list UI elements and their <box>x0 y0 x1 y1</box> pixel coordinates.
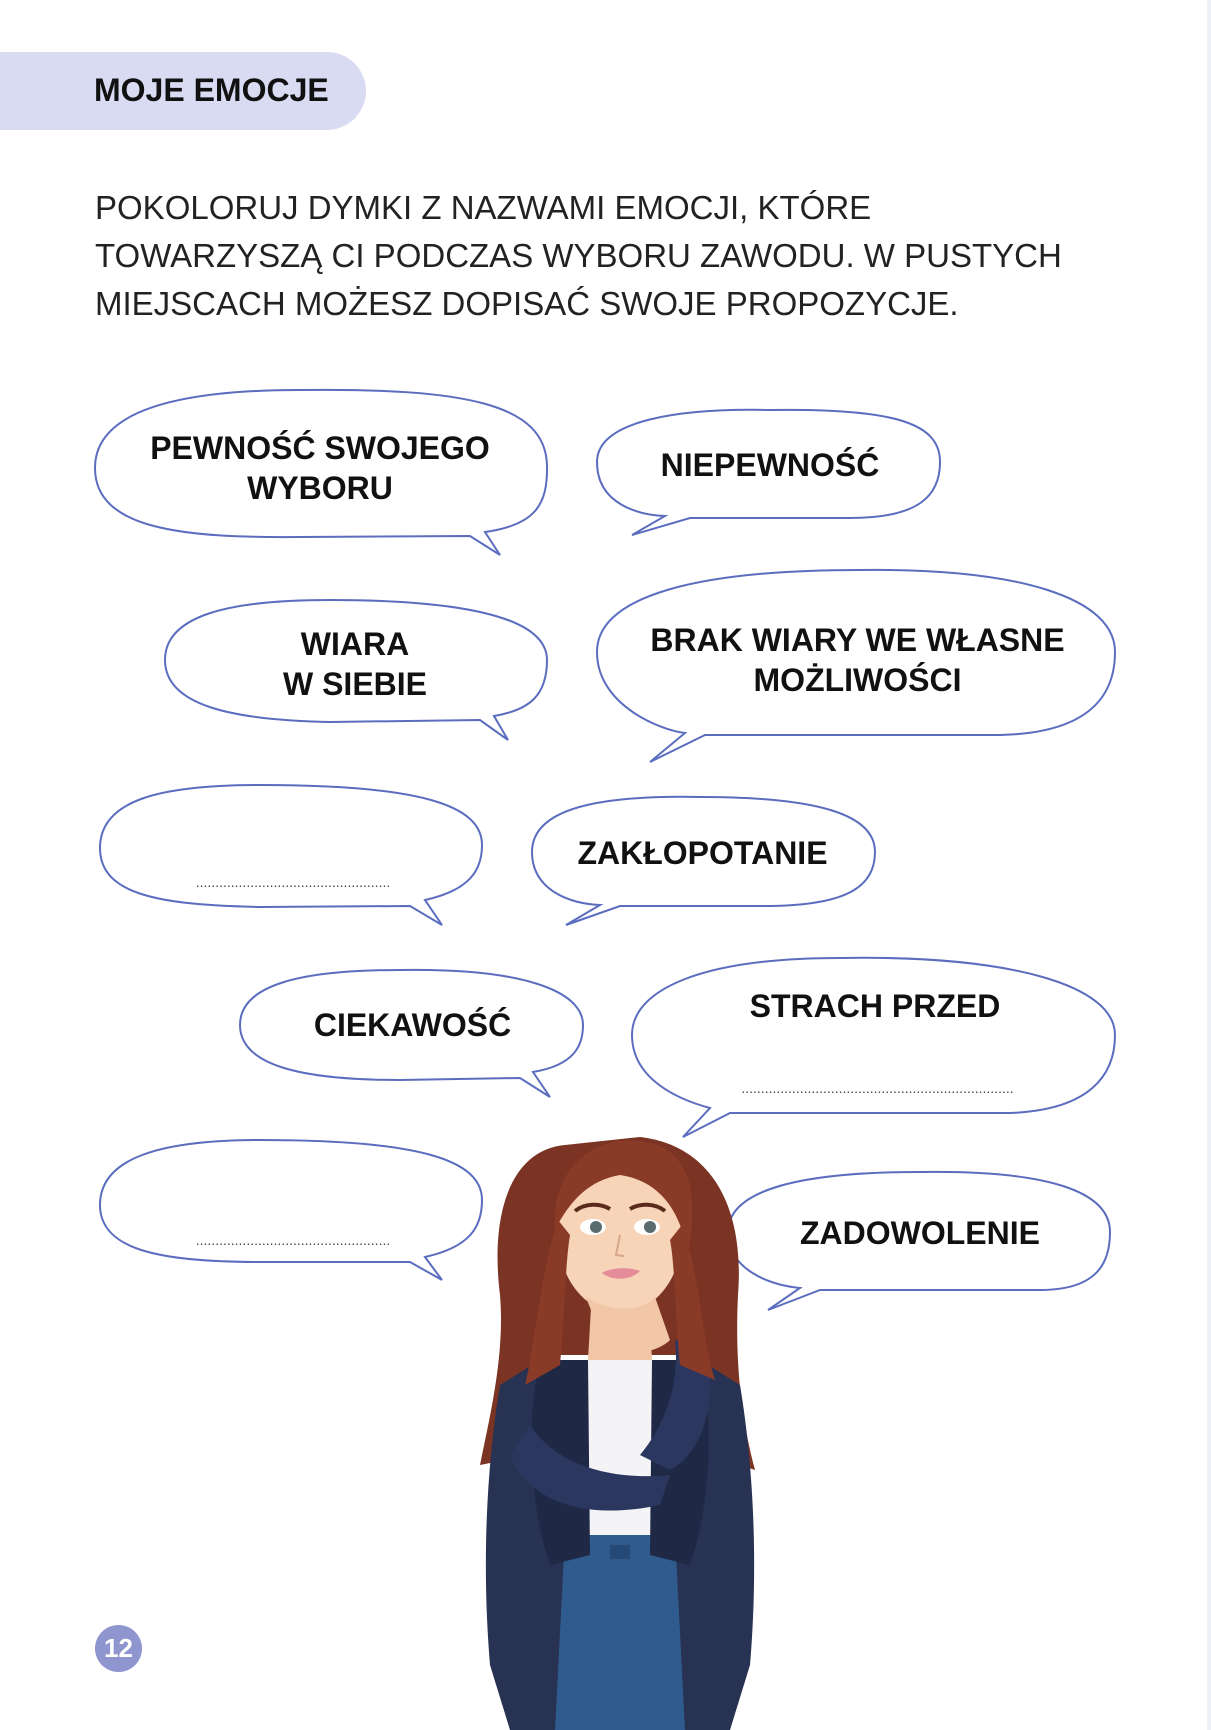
bubble-wiara-line-1: WIARA <box>300 626 410 662</box>
belt-loop <box>610 1545 630 1559</box>
page-title: MOJE EMOCJE <box>94 72 329 108</box>
bubble-pewnosc-line-2: WYBORU <box>247 470 393 506</box>
bubble-strach-fill-line[interactable]: ...................................................................... <box>741 1080 1014 1096</box>
instructions-line-2: TOWARZYSZĄ CI PODCZAS WYBORU ZAWODU. W PUSTYCH <box>95 237 1062 274</box>
bubble-zadowolenie-line-1: ZADOWOLENIE <box>800 1215 1040 1251</box>
iris-left <box>590 1221 602 1233</box>
bubble-pewnosc-line-1: PEWNOŚĆ SWOJEGO <box>150 430 490 466</box>
bubble-strach-line-1: STRACH PRZED <box>749 988 1001 1024</box>
jeans <box>555 1535 685 1730</box>
bubble-wiara-line-2: W SIEBIE <box>282 666 427 702</box>
bubble-blank-2-fill-line[interactable]: .................................................. <box>195 1232 391 1248</box>
bubble-brak-wiary-line-2: MOŻLIWOŚCI <box>753 662 962 698</box>
instructions-line-3: MIEJSCACH MOŻESZ DOPISAĆ SWOJE PROPOZYCJE. <box>95 285 959 322</box>
instructions-line-1: POKOLORUJ DYMKI Z NAZWAMI EMOCJI, KTÓRE <box>95 189 872 226</box>
bubble-niepewnosc-line-1: NIEPEWNOŚĆ <box>660 447 880 483</box>
bubble-ciekawosc <box>265 1005 560 1045</box>
bubble-outline-strach <box>632 958 1115 1137</box>
thinking-woman-illustration <box>470 1125 770 1730</box>
bubble-outline-blank-1 <box>100 785 482 925</box>
bubble-zaklopotanie-line-1: ZAKŁOPOTANIE <box>577 835 828 871</box>
bubble-wiara <box>215 624 495 704</box>
bubble-zaklopotanie <box>555 833 850 873</box>
bubble-ciekawosc-line-1: CIEKAWOŚĆ <box>313 1007 512 1043</box>
bubble-brak-wiary <box>620 620 1095 700</box>
bubble-zadowolenie <box>760 1213 1080 1253</box>
bubble-pewnosc <box>130 428 510 508</box>
iris-right <box>644 1221 656 1233</box>
page-number-badge: 12 <box>95 1625 142 1672</box>
bubble-strach <box>690 986 1060 1026</box>
bubble-blank-1-fill-line[interactable]: .................................................. <box>195 874 391 890</box>
bubble-niepewnosc <box>620 445 920 485</box>
bubble-brak-wiary-line-1: BRAK WIARY WE WŁASNE <box>650 622 1065 658</box>
